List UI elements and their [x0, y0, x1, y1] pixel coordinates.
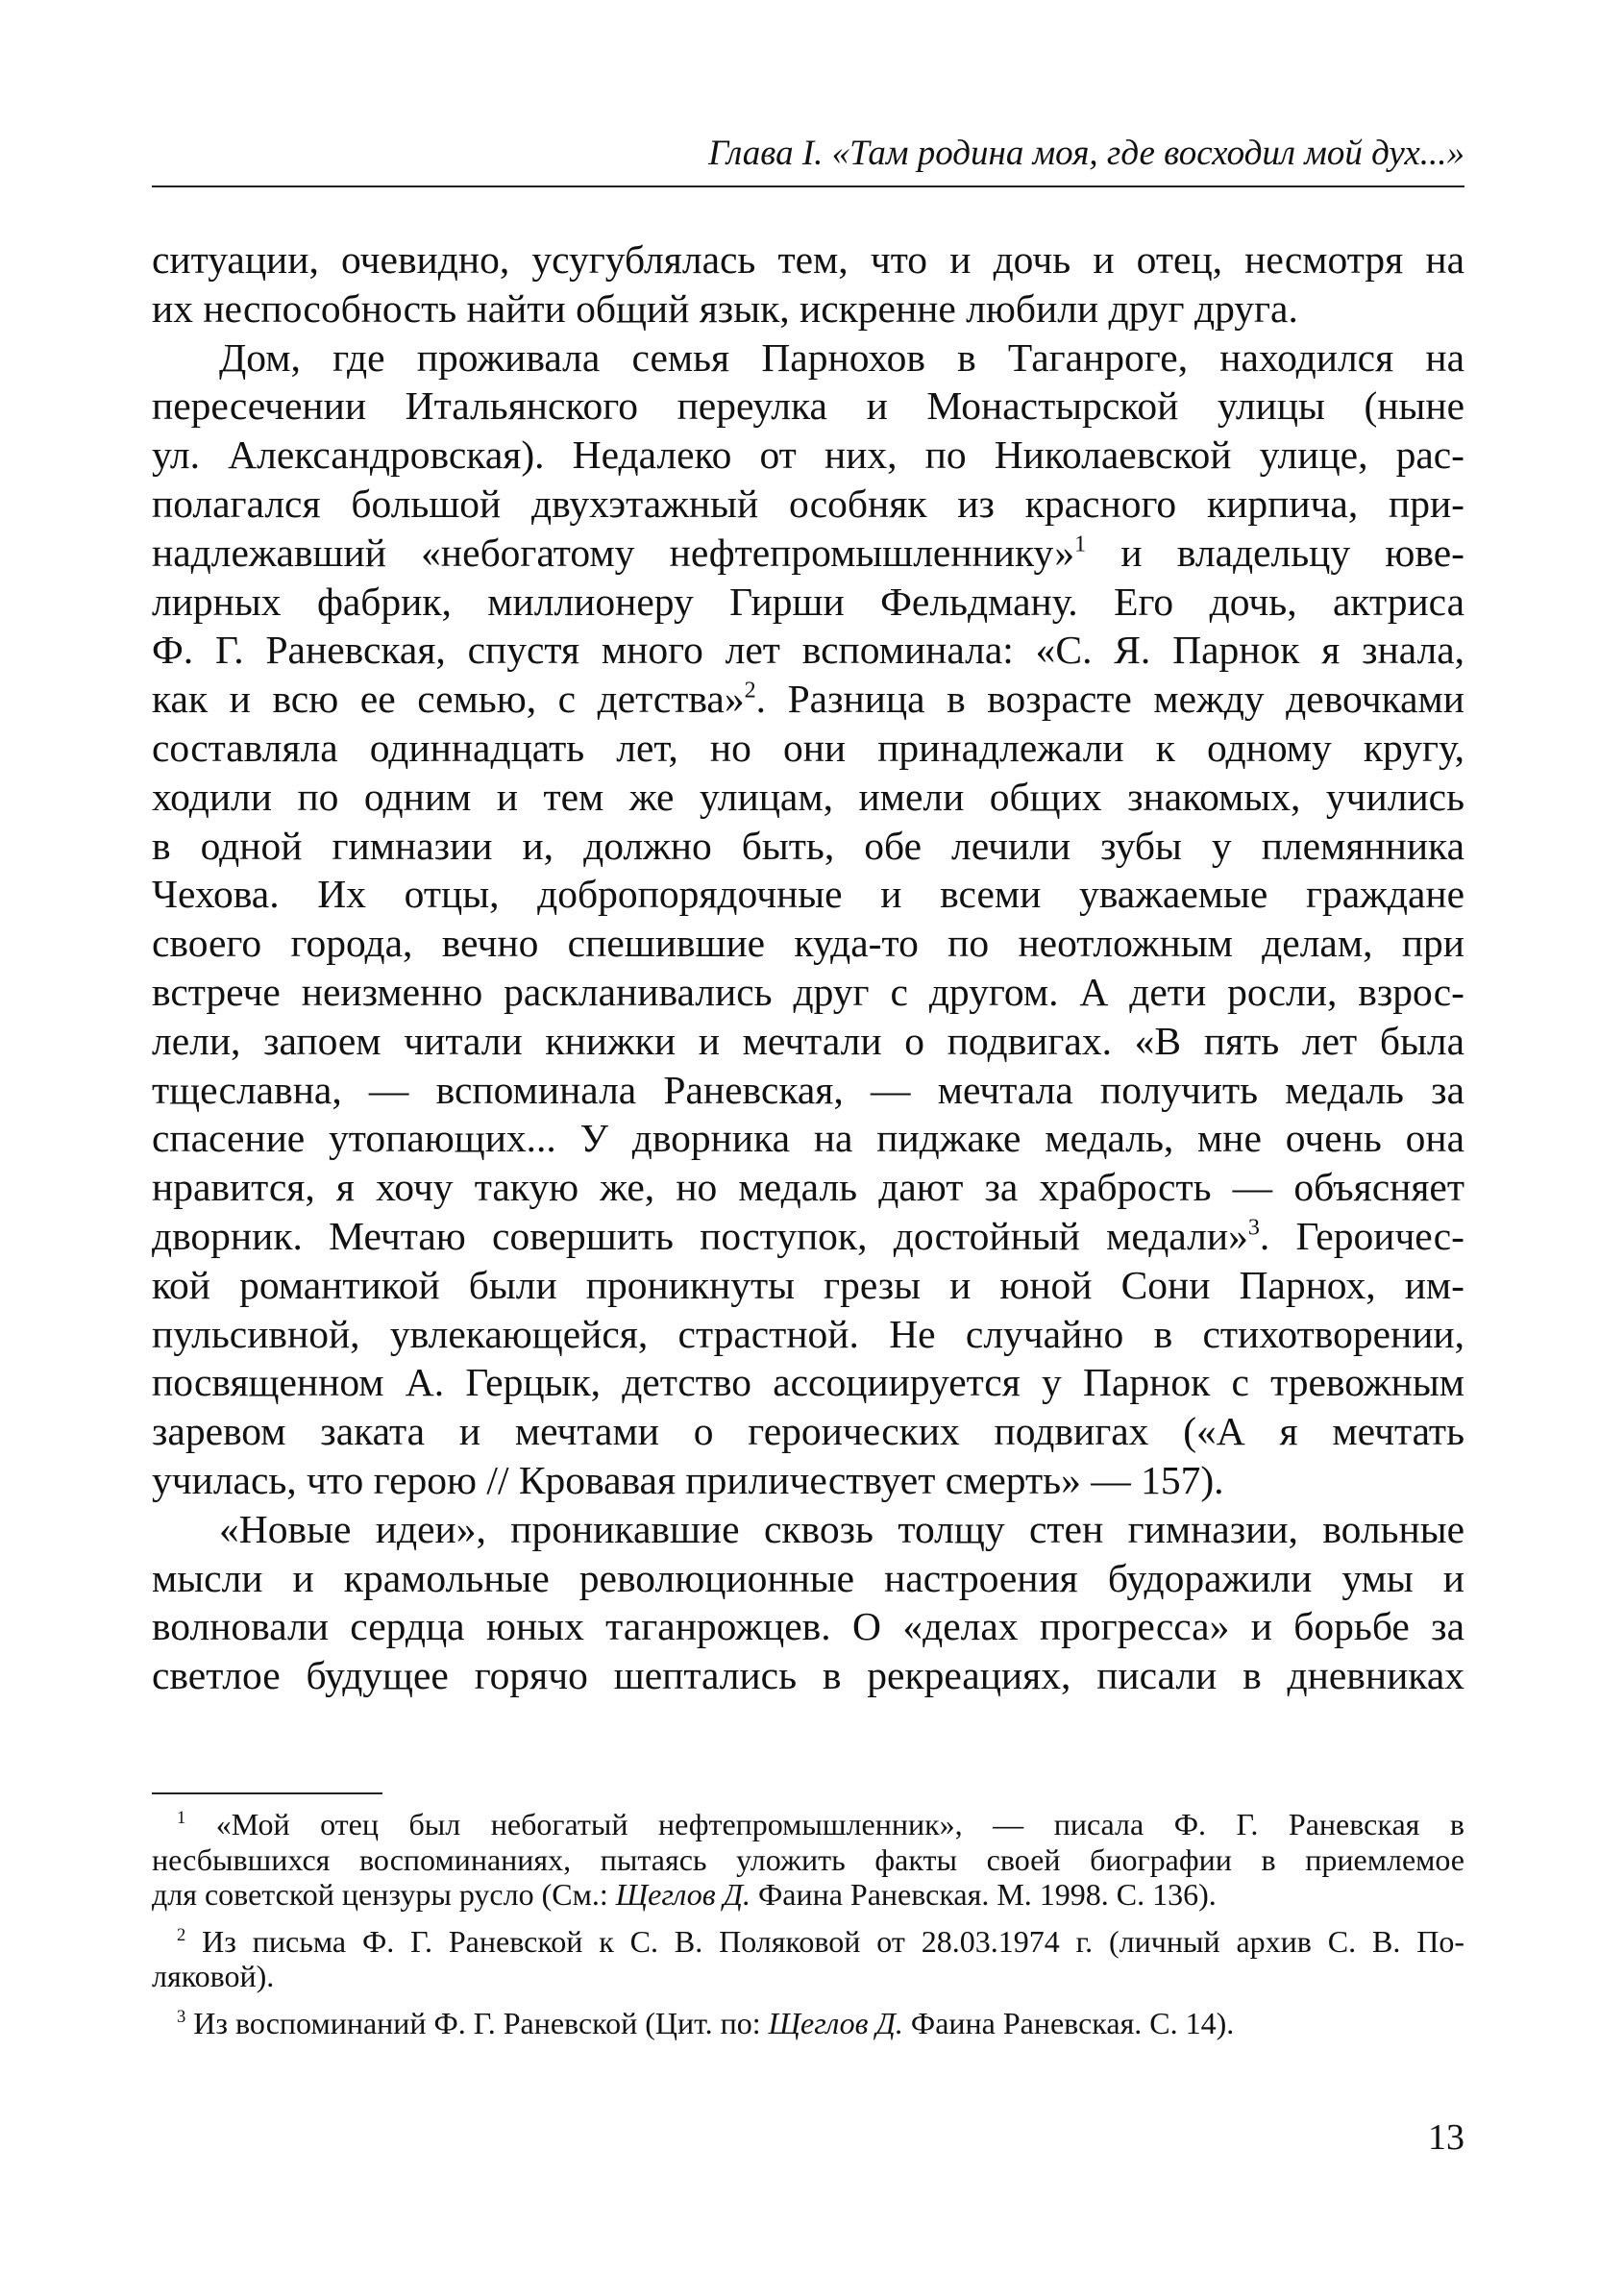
text-line: ходили по одним и тем же улицам, имели общих знакомых, учились: [152, 774, 1464, 819]
running-head: Глава I. «Там родина моя, где восходил мой дух...»: [708, 134, 1464, 173]
text-fragment: . Разница в возрасте между девочками: [755, 677, 1464, 722]
author-name: Щеглов Д.: [768, 2005, 903, 2040]
text-line: мысли и крамольные революционные настроения будоражили умы и: [152, 1555, 1464, 1600]
footnote-ref[interactable]: 2: [744, 678, 756, 704]
text-line: Ф. Г. Раневская, спустя много лет вспоминала: «С. Я. Парнок я знала,: [152, 628, 1464, 673]
main-text: [152, 235, 1464, 1700]
text-fragment: «Мой отец был небогатый нефтепромышленник», — писала Ф. Г. Раневская в: [185, 1807, 1464, 1841]
text-fragment: Фаина Раневская. М. 1998. С. 136).: [750, 1877, 1217, 1912]
text-line: пересечении Итальянского переулка и Монастырской улицы (ныне: [152, 383, 1464, 429]
text-line: «Новые идеи», проникавшие сквозь толщу стен гимназии, вольные: [219, 1506, 1464, 1551]
footnote-line: ляковой).: [152, 1959, 275, 1993]
footnote-line: [152, 2006, 1464, 2041]
text-line: составляла одиннадцать лет, но они принадлежали к одному кругу,: [152, 725, 1464, 770]
text-line: заревом заката и мечтами о героических подвигах («А я мечтать: [152, 1409, 1464, 1454]
text-line: их неспособность найти общий язык, искренне любили друг друга.: [152, 285, 1298, 331]
footnote-line: [152, 1924, 1464, 1960]
text-line: лирных фабрик, миллионеру Гирши Фельдману. Его дочь, актриса: [152, 579, 1464, 624]
footnote-line: [152, 1807, 1464, 1842]
text-fragment: надлежавший «небогатому нефтепромышленнику»: [152, 530, 1075, 575]
text-line: в одной гимназии и, должно быть, обе лечили зубы у племянника: [152, 823, 1464, 868]
text-fragment: Фаина Раневская. С. 14).: [902, 2005, 1235, 2040]
footnotes: [152, 1807, 1464, 2040]
text-line: посвященном А. Герцык, детство ассоциируется у Парнок с тревожным: [152, 1360, 1464, 1405]
text-fragment: Из письма Ф. Г. Раневской к С. В. Поляковой от 28.03.1974 г. (личный архив С. В. По-: [185, 1923, 1464, 1959]
header-rule: [152, 185, 1464, 187]
footnote-line: [152, 1877, 1464, 1913]
text-line: ситуации, очевидно, усугублялась тем, что и дочь и отец, несмотря на: [152, 237, 1464, 282]
text-line: своего города, вечно спешившие куда-то по неотложным делам, при: [152, 921, 1464, 966]
text-fragment: Из воспоминаний Ф. Г. Раневской (Цит. по:: [185, 2005, 769, 2040]
footnote-mark: 2: [177, 1924, 186, 1945]
text-line: [152, 529, 1464, 578]
text-line: волновали сердца юных таганрожцев. О «делах прогресса» и борьбе за: [152, 1604, 1464, 1649]
text-line: спасение утопающих... У дворника на пиджаке медаль, мне очень она: [152, 1116, 1464, 1161]
footnote-ref[interactable]: 1: [1074, 531, 1087, 557]
footnote-line: несбывшихся воспоминаниях, пытаясь уложить факты своей биографии в приемлемое: [152, 1841, 1464, 1877]
text-line: полагался большой двухэтажный особняк из красного кирпича, при-: [152, 481, 1464, 526]
footnote-mark: 3: [177, 2006, 186, 2027]
text-line: тщеславна, — вспоминала Раневская, — мечтала получить медаль за: [152, 1067, 1464, 1112]
text-line: [152, 1212, 1464, 1261]
text-line: [152, 675, 1464, 724]
text-line: пульсивной, увлекающейся, страстной. Не случайно в стихотворении,: [152, 1311, 1464, 1356]
text-fragment: для советской цензуры русло (См.:: [152, 1877, 616, 1912]
text-line: светлое будущее горячо шептались в рекреациях, писали в дневниках: [152, 1653, 1464, 1698]
footnote-rule: [152, 1792, 382, 1794]
text-line: ул. Александровская). Недалеко от них, по Николаевской улице, рас-: [152, 432, 1464, 478]
text-line: кой романтикой были проникнуты грезы и юной Сони Парнох, им-: [152, 1262, 1464, 1307]
text-line: Дом, где проживала семья Парнохов в Таганроге, находился на: [219, 334, 1464, 380]
text-line: лели, запоем читали книжки и мечтали о подвигах. «В пять лет была: [152, 1018, 1464, 1063]
footnote-ref[interactable]: 3: [1247, 1215, 1260, 1241]
author-name: Щеглов Д.: [615, 1877, 750, 1912]
text-line: Чехова. Их отцы, добропорядочные и всеми уважаемые граждане: [152, 872, 1464, 917]
text-line: училась, что герою // Кровавая приличествует смерть» — 157).: [152, 1457, 1224, 1502]
footnote-mark: 1: [177, 1807, 186, 1828]
page-number: 13: [1428, 2117, 1464, 2158]
text-fragment: как и всю ее семью, с детства»: [152, 677, 745, 722]
text-line: нравится, я хочу такую же, но медаль дают за храбрость — объясняет: [152, 1165, 1464, 1210]
text-fragment: дворник. Мечтаю совершить поступок, достойный медали»: [152, 1213, 1248, 1258]
text-line: встрече неизменно раскланивались друг с другом. А дети росли, взрос-: [152, 969, 1464, 1014]
text-fragment: и владельцу юве-: [1086, 530, 1464, 575]
text-fragment: . Героичес-: [1259, 1213, 1465, 1258]
